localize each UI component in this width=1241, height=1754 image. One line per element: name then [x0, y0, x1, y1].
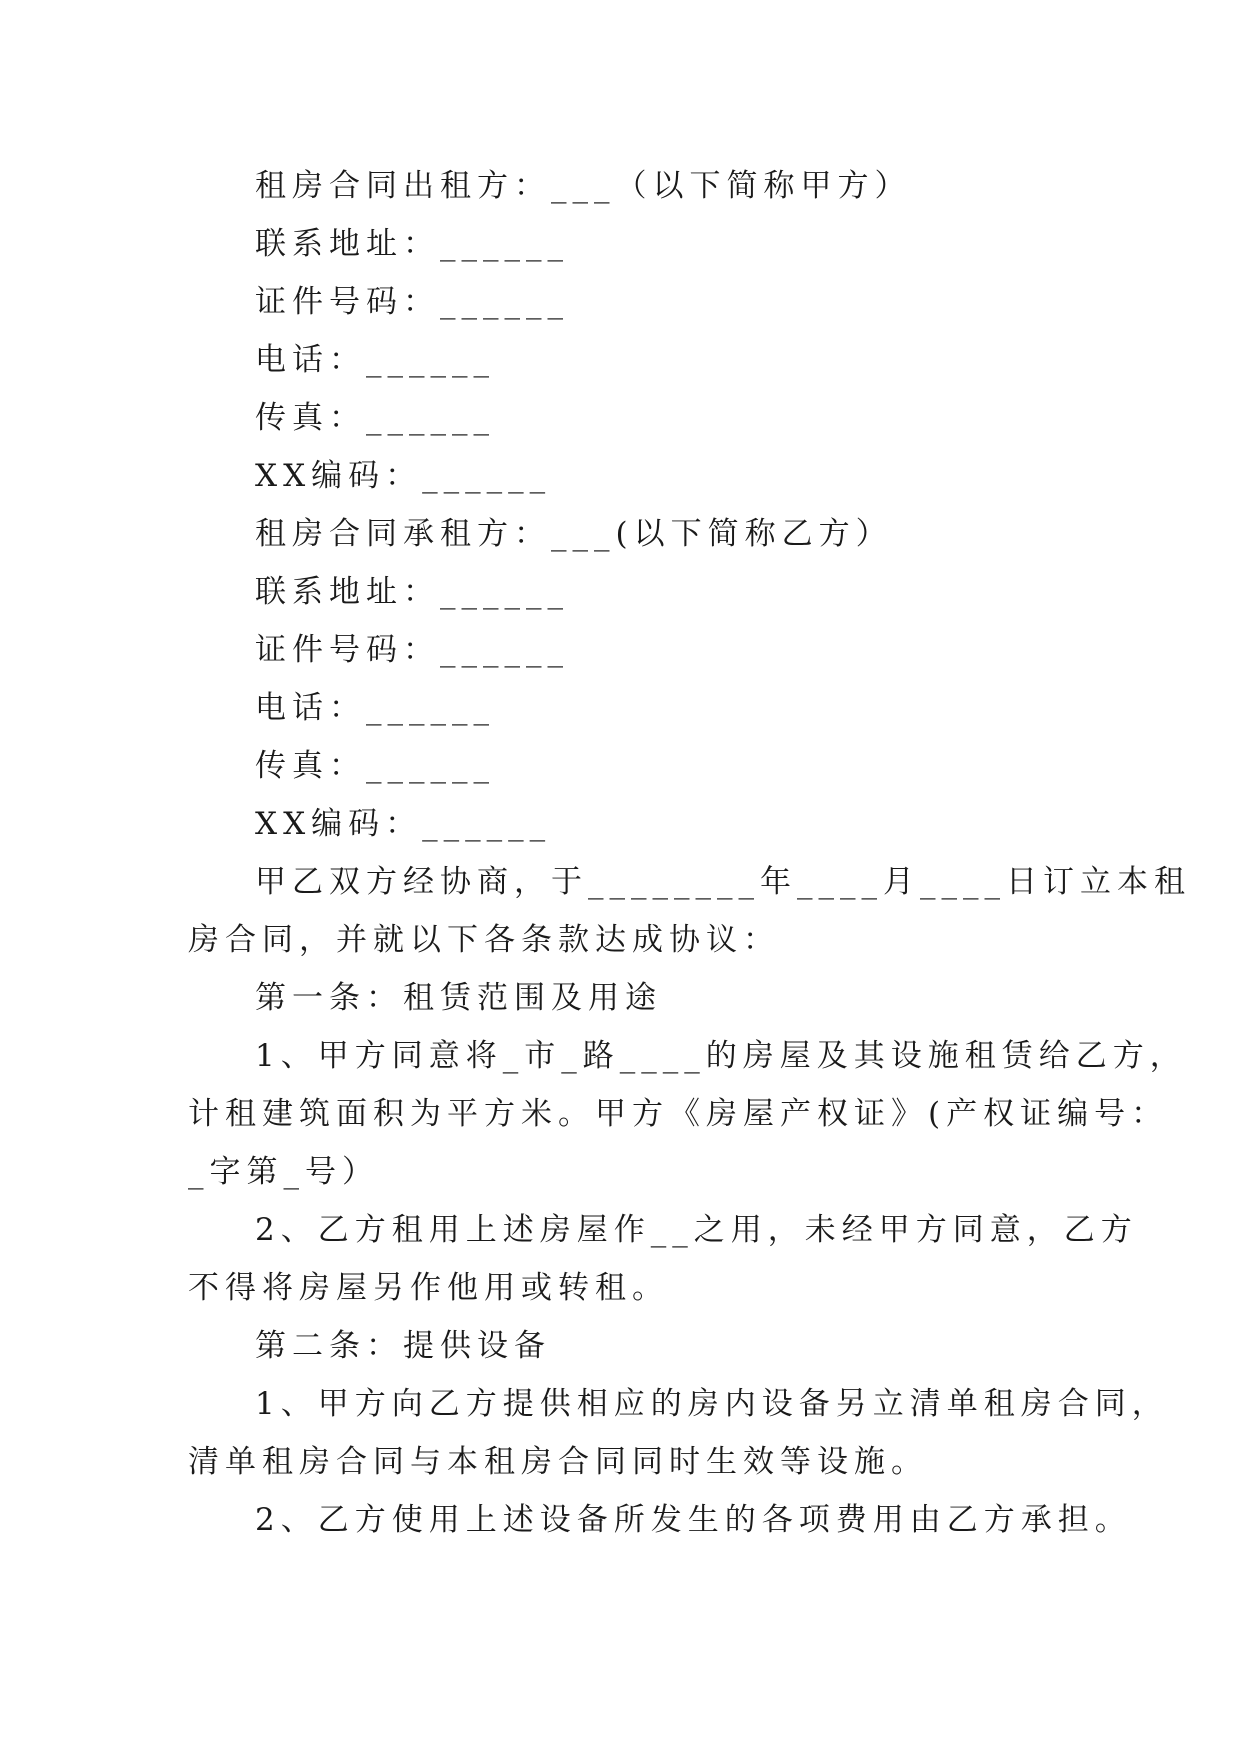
article-1-clause-2-line-2: 不得将房屋另作他用或转租。	[188, 1270, 669, 1306]
lessor-fax-line: 传真：______	[255, 400, 495, 436]
lessor-phone-line: 电话：______	[255, 342, 495, 378]
agreement-line-2: 房合同，并就以下各条款达成协议：	[188, 922, 780, 958]
agreement-line-1: 甲乙双方经协商，于________年____月____日订立本租	[255, 864, 1191, 900]
lessor-line: 租房合同出租方：___（以下简称甲方）	[255, 168, 912, 204]
lessee-fax-line: 传真：______	[255, 748, 495, 784]
article-1-clause-2-line-1: 2、乙方租用上述房屋作__之用，未经甲方同意，乙方	[255, 1212, 1138, 1248]
lessor-id-number-line: 证件号码：______	[255, 284, 569, 320]
article-1-clause-1-line-2: 计租建筑面积为平方米。甲方《房屋产权证》(产权证编号：	[188, 1096, 1169, 1132]
lessee-id-number-line: 证件号码：______	[255, 632, 569, 668]
lessee-code-line: XX编码：______	[255, 806, 552, 842]
article-1-clause-1-line-3: _字第_号）	[188, 1154, 379, 1190]
article-2-heading: 第二条：提供设备	[255, 1328, 551, 1364]
article-1-heading: 第一条：租赁范围及用途	[255, 980, 662, 1016]
lessor-address-line: 联系地址：______	[255, 226, 569, 262]
lessee-address-line: 联系地址：______	[255, 574, 569, 610]
lessor-code-line: XX编码：______	[255, 458, 552, 494]
article-2-clause-2-line-1: 2、乙方使用上述设备所发生的各项费用由乙方承担。	[255, 1502, 1132, 1538]
lessee-line: 租房合同承租方：___(以下简称乙方）	[255, 516, 893, 552]
article-2-clause-1-line-1: 1、甲方向乙方提供相应的房内设备另立清单租房合同，	[255, 1386, 1169, 1422]
lessee-phone-line: 电话：______	[255, 690, 495, 726]
article-2-clause-1-line-2: 清单租房合同与本租房合同同时生效等设施。	[188, 1444, 928, 1480]
article-1-clause-1-line-1: 1、甲方同意将_市_路____的房屋及其设施租赁给乙方，	[255, 1038, 1187, 1074]
